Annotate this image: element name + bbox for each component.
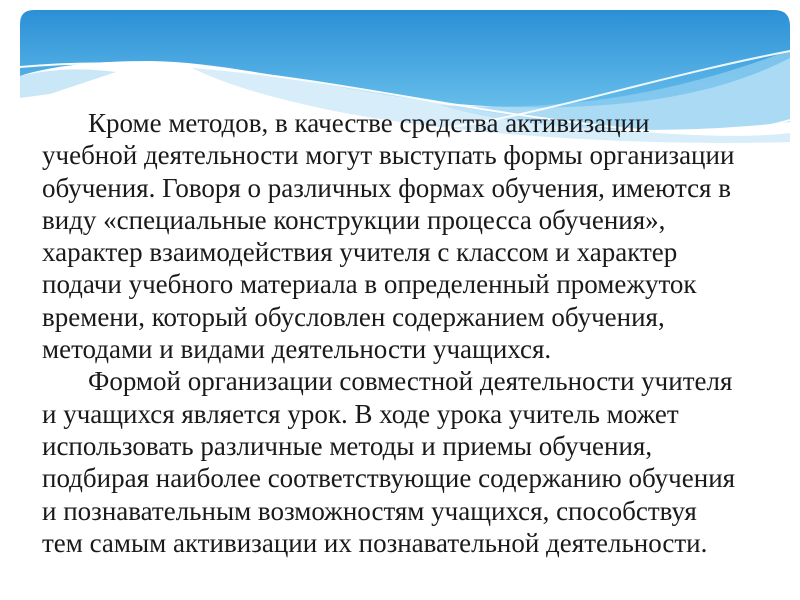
text-line: и учащихся является урок. В ходе урока учитель может [42, 398, 679, 429]
text-line: Кроме методов, в качестве средства активизации [88, 108, 650, 138]
text-line: тем самым активизации их познавательной деятельности. [42, 527, 708, 558]
text-line: Формой организации совместной деятельности учителя [88, 366, 733, 397]
text-line: виду «специальные конструкции процесса обучения», [42, 204, 666, 235]
paragraph-2 [42, 365, 764, 559]
text-line: подачи учебного материала в определенный промежуток [42, 269, 697, 300]
text-line: учебной деятельности могут выступать формы организации [42, 140, 735, 171]
text-line: методами и видами деятельности учащихся. [42, 334, 552, 365]
wave-wedge-left [20, 69, 116, 98]
slide-body-text [42, 107, 764, 559]
text-line: характер взаимодействия учителя с классом и характер [42, 237, 678, 268]
text-line: времени, который обусловлен содержанием обучения, [42, 301, 665, 332]
text-line: и познавательным возможностям учащихся, способствуя [42, 495, 697, 526]
text-line: обучения. Говоря о различных формах обучения, имеются в [42, 172, 731, 203]
text-line: подбирая наиболее соответствующие содержанию обучения [42, 463, 736, 494]
text-line: использовать различные методы и приемы обучения, [42, 430, 653, 461]
paragraph-1 [42, 107, 764, 365]
